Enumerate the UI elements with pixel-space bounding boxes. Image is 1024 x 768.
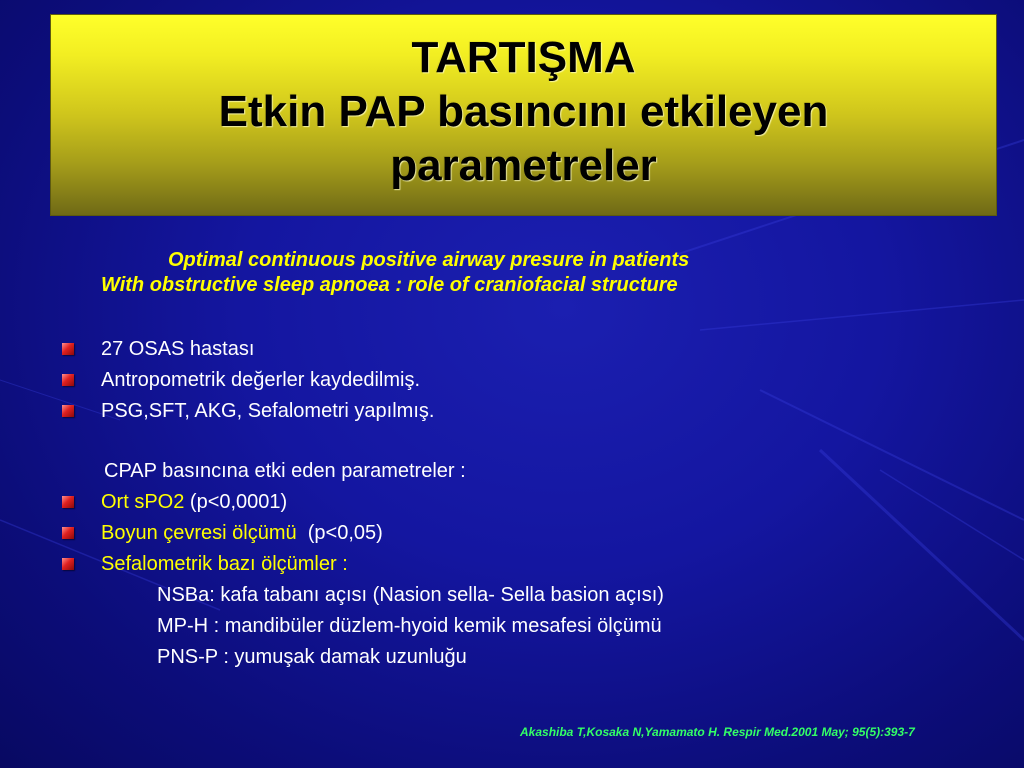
list-item-text: PSG,SFT, AKG, Sefalometri yapılmış. [101, 400, 435, 422]
bullet-icon [62, 527, 74, 539]
bullet-icon [62, 374, 74, 386]
citation: Akashiba T,Kosaka N,Yamamato H. Respir Med.2001 May; 95(5):393-7 [520, 725, 915, 739]
study-title-line-2: With obstructive sleep apnoea : role of craniofacial structure [101, 274, 678, 296]
parameter-label: Ort sPO2 [101, 491, 185, 513]
sub-item: NSBa: kafa tabanı açısı (Nasion sella- Sella basion açısı) [157, 584, 664, 606]
bullet-icon [62, 558, 74, 570]
title-line-3: parametreler [390, 141, 657, 190]
parameter-label: Sefalometrik bazı ölçümler : [101, 553, 348, 575]
sub-item: MP-H : mandibüler düzlem-hyoid kemik mesafesi ölçümü [157, 615, 662, 637]
study-title-line-1: Optimal continuous positive airway presure in patients [168, 249, 690, 271]
title-line-2: Etkin PAP basıncını etkileyen [218, 87, 829, 136]
section-heading: CPAP basıncına etki eden parametreler : [104, 460, 466, 482]
list-item-text: Antropometrik değerler kaydedilmiş. [101, 369, 421, 391]
bullet-icon [62, 343, 74, 355]
title-heading: TARTIŞMA [411, 33, 636, 82]
list-item-text: 27 OSAS hastası [101, 338, 255, 360]
p-value: (p<0,0001) [184, 491, 288, 513]
sub-item: PNS-P : yumuşak damak uzunluğu [157, 646, 467, 668]
bullet-icon [62, 405, 74, 417]
parameter-label: Boyun çevresi ölçümü [101, 522, 297, 544]
bullet-icon [62, 496, 74, 508]
title-banner [51, 15, 996, 215]
p-value: (p<0,05) [296, 522, 383, 544]
